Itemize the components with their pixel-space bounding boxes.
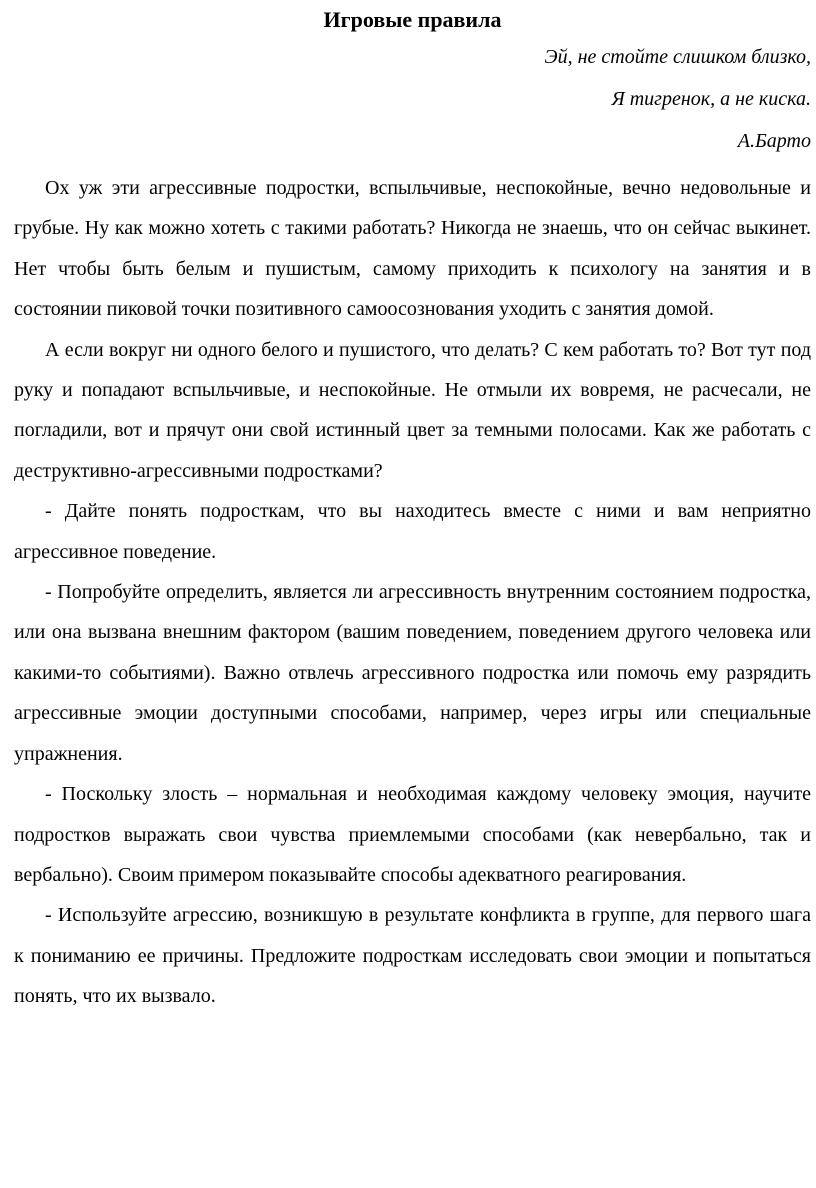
- tip-item-3: - Поскольку злость – нормальная и необходимая каждому человеку эмоция, научите подростков выражать свои чувства приемлемыми способами (как невербально, так и вербально). Своим примером показывайте способы адекватного реагирования.: [14, 783, 811, 886]
- epigraph-author: А.Барто: [737, 130, 811, 152]
- document-body: [14, 168, 811, 1017]
- tip-item-2: - Попробуйте определить, является ли агрессивность внутренним состоянием подростка, или она вызвана внешним фактором (вашим поведением, поведением другого человека или какими-то событиями). Важно отвлечь агрессивного подростка или помочь ему разрядить агрессивные эмоции доступными способами, например, через игры или специальные упражнения.: [14, 581, 811, 765]
- document-title: Игровые правила: [323, 7, 502, 32]
- epigraph-line-1: Эй, не стойте слишком близко,: [544, 46, 811, 68]
- paragraph-intro: Ох уж эти агрессивные подростки, вспыльчивые, неспокойные, вечно недовольные и грубые. Ну как можно хотеть с такими работать? Никогда не знаешь, что он сейчас выкинет. Нет чтобы быть белым и пушистым, самому приходить к психологу на занятия и в состоянии пиковой точки позитивного самоосознования уходить с занятия домой.: [14, 177, 811, 321]
- tip-item-1: - Дайте понять подросткам, что вы находитесь вместе с ними и вам неприятно агрессивное поведение.: [14, 500, 811, 563]
- epigraph: [14, 47, 811, 151]
- document-page: [14, 0, 811, 1017]
- paragraph-question: А если вокруг ни одного белого и пушистого, что делать? С кем работать то? Вот тут под руку и попадают вспыльчивые, и неспокойные. Не отмыли их вовремя, не расчесали, не погладили, вот и прячут они свой истинный цвет за темными полосами. Как же работать с деструктивно-агрессивными подростками?: [14, 338, 811, 482]
- epigraph-line-2: Я тигренок, а не киска.: [611, 88, 811, 110]
- tip-item-4: - Используйте агрессию, возникшую в результате конфликта в группе, для первого шага к пониманию ее причины. Предложите подросткам исследовать свои эмоции и попытаться понять, что их вызвало.: [14, 904, 811, 1008]
